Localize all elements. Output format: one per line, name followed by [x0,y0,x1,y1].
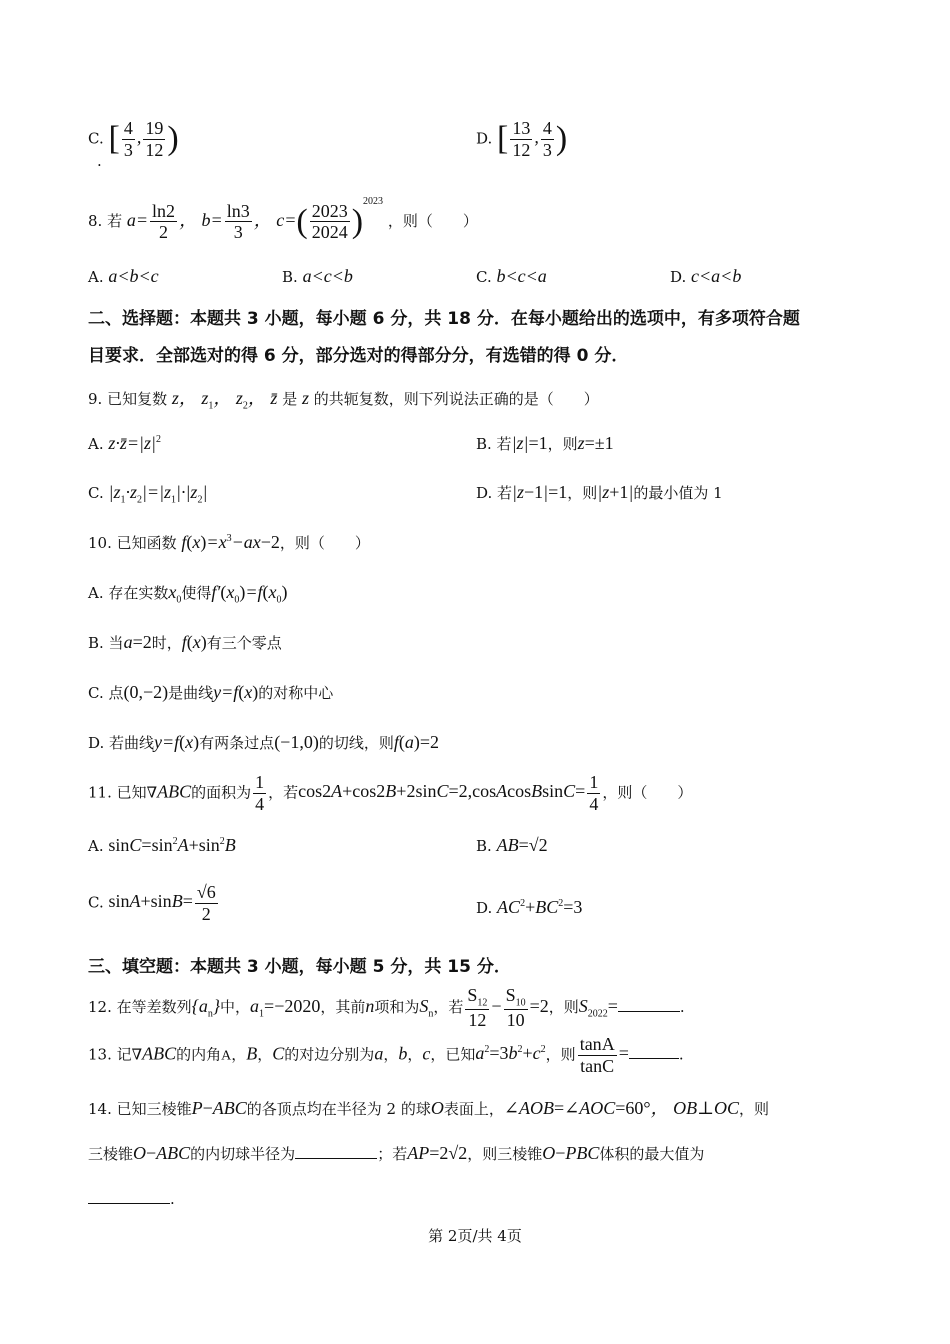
q14-answer-blank-2-line: . [88,1190,175,1208]
q7-option-c: C. [ $\frac{4}{3}$ , $\frac{19}{12}$ ) [88,118,179,160]
q7-c-dot: . [97,152,102,170]
q11-option-c: C. sinA+sinB= $\frac{√6}{2}$ [88,882,216,924]
q9-option-a: A. $z\cdot z̄=|z|^2$ [88,433,161,453]
q10-option-b: B. 当a=2时，f(x)有三个零点 [88,632,282,652]
q11-option-b: B. AB=√2 [476,835,548,855]
q13-stem: 13. 记∇ABC的内角A，B，C的对边分别为a，b，c，已知$a^2=3b^2+c^2$，则 $\frac{\tan A}{\tan C}$ = . [88,1034,684,1076]
q13-answer-blank[interactable] [629,1058,679,1059]
q9-option-d: D. 若|z−1|=1，则|z+1|的最小值为 1 [476,482,723,502]
section-3-heading: 三、填空题：本题共 3 小题，每小题 5 分，共 15 分． [88,957,511,977]
q8-options: A. a<b<c [88,266,159,286]
q12-stem: 12. 在等差数列$\{a_n\}$中，$a_1=-2020$，其前n项和为$S_n$，若 $\frac{S_{12}}{12}$ − $\frac{S_{10}}{10}$ =2，则$S_{2022}=$ . [88,985,685,1031]
q14-answer-blank-1[interactable] [295,1158,377,1159]
q9-option-c: C. $|z_1\cdot z_2|=|z_1|\cdot|z_2|$ [88,482,208,506]
q10-option-d: D. 若曲线y=f(x)有两条过点(−1,0)的切线，则f(a)=2 [88,732,440,752]
q11-stem: 11. 已知∇ABC的面积为 $\frac{1}{4}$ ，若cos2A+cos2B+2sinC=2,cosAcosBsinC= $\frac{1}{4}$ ，则（ ） [88,772,693,814]
q9-option-b: B. 若|z|=1，则z=±1 [476,433,614,453]
q9-stem: 9. 已知复数 z， $z_1$， $z_2$， z̄ 是 z 的共轭复数，则下列说法正确的是（ ） [88,388,599,412]
page-footer: 第 2页/共 4页 [428,1227,522,1245]
q14-stem-line1: 14. 已知三棱锥P−ABC的各顶点均在半径为 2 的球O表面上，∠AOB=∠AOC=60°， OB⊥OC，则 [88,1098,770,1118]
section-2-heading: 二、选择题：本题共 3 小题，每小题 6 分，共 18 分．在每小题给出的选项中，有多项符合题 [88,309,800,329]
section-2-heading-cont: 目要求．全部选对的得 6 分，部分选对的得部分分，有选错的得 0 分． [88,346,629,366]
q11-option-a: A. $\sin C=\sin^2A+\sin^2B$ [88,835,236,855]
q10-stem: 10. 已知函数 $f(x)=x^3-ax-2$，则（ ） [88,532,370,552]
q14-stem-line2: 三棱锥O−ABC的内切球半径为 ；若AP=2√2，则三棱锥O−PBC体积的最大值为 [88,1143,705,1163]
q12-answer-blank[interactable] [618,1011,680,1012]
q10-option-a: A. 存在实数$x_0$使得$f'(x_0)=f(x_0)$ [88,582,288,606]
q8-stem: 8. 若 a= $\frac{\ln 2}{2}$ ， b= $\frac{\ln 3}{3}$ ， c=( $\frac{2023}{2024}$ )$^{2023}$ ，则（ ） [88,196,478,243]
q7-option-d: D. [ $\frac{13}{12}$ , $\frac{4}{3}$ ) [476,118,568,160]
q7-c-label: C. [88,129,104,148]
q10-option-c: C. 点(0,−2)是曲线y=f(x)的对称中心 [88,682,334,702]
q14-answer-blank-2[interactable] [88,1203,170,1204]
q11-option-d: D. $AC^2+BC^2=3$ [476,897,583,917]
q7-d-label: D. [476,129,493,148]
